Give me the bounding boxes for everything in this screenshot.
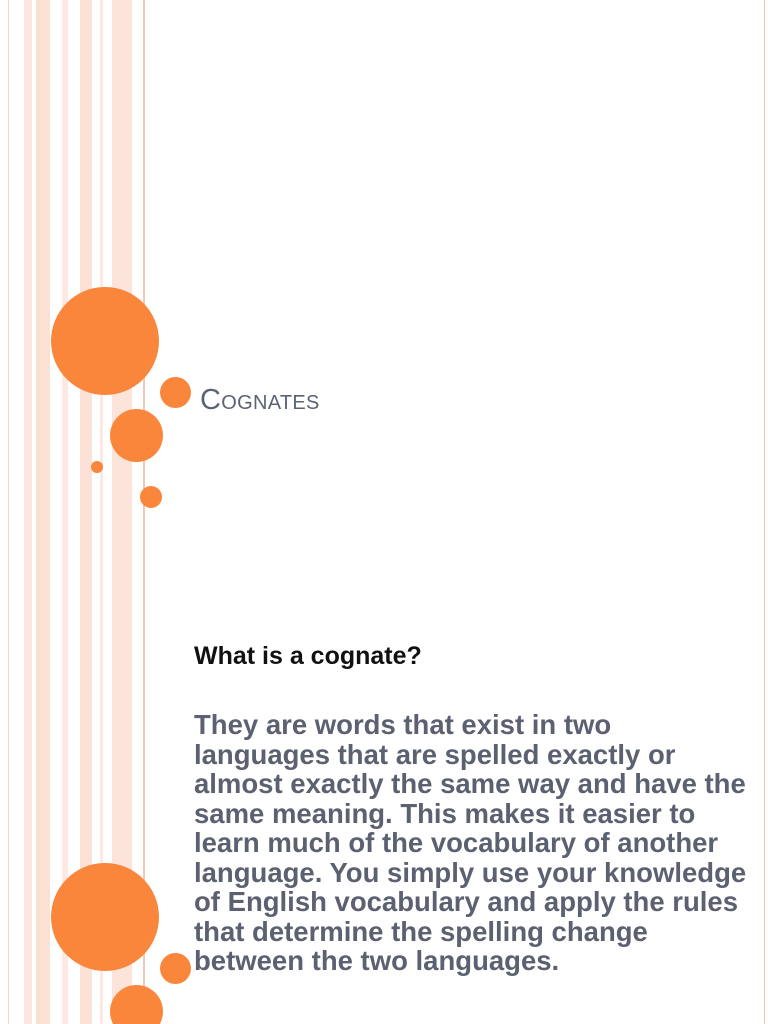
decor-circle-medium [110, 409, 163, 462]
decor-stripe [36, 512, 50, 1024]
decor-circle-small [140, 486, 162, 508]
decor-rule [764, 0, 765, 512]
decor-stripe [80, 0, 92, 512]
decor-circle-large [51, 287, 159, 395]
slide-definition [0, 512, 768, 1024]
decor-circle-medium [110, 985, 163, 1024]
question-heading: What is a cognate? [194, 642, 422, 670]
decor-circle-large [51, 863, 159, 971]
decor-circle-bullet [160, 377, 191, 408]
decor-line [8, 0, 9, 512]
decor-stripe [100, 0, 103, 512]
decor-stripe [24, 0, 32, 512]
definition-paragraph: They are words that exist in two languages that are spelled exactly or almost exactly the same way and have the same meaning. This makes it easier to learn much of the vocabulary of another language. You simply use your knowledge of English vocabulary and apply the rules that determine the spelling change between the two languages. [194, 709, 747, 976]
decor-line [8, 512, 9, 1024]
decor-rule [764, 512, 765, 1024]
slide-title-text: Cognates [200, 384, 320, 416]
decor-stripe [36, 0, 50, 512]
decor-stripe [24, 512, 32, 1024]
decor-stripe [62, 0, 68, 512]
decor-circle-tiny [91, 461, 103, 473]
decor-circle-bullet [160, 953, 191, 984]
